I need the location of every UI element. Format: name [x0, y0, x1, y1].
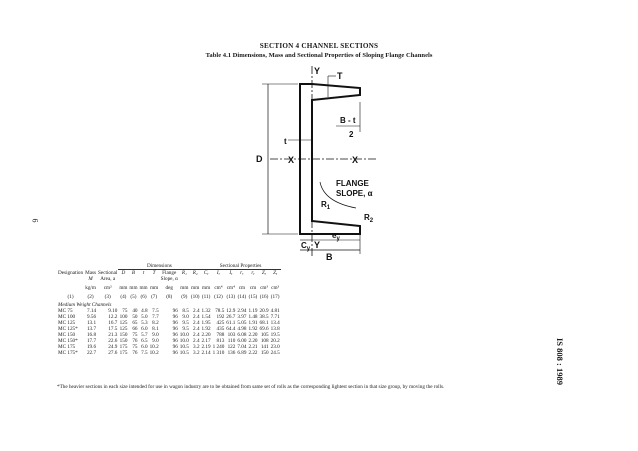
value-cell: 1.92 [201, 326, 211, 332]
value-cell: 10.0 [179, 332, 189, 338]
value-cell: 4.8 [141, 308, 148, 314]
value-cell: 13.7 [86, 326, 97, 332]
value-cell: 10.2 [149, 350, 159, 356]
unit-cell: deg [165, 285, 173, 291]
unit-cell: cm³ [260, 285, 268, 291]
slope-label: SLOPE, α [336, 189, 373, 198]
r1-label: $R_1$ [321, 200, 331, 211]
value-cell: 9.5 [182, 326, 189, 332]
hdr-area: Sectional [98, 269, 118, 276]
value-cell: 13.8 [270, 326, 280, 332]
value-cell: 1 310 [212, 350, 225, 356]
value-cell: 69.6 [259, 326, 269, 332]
value-cell: 12.9 [226, 308, 236, 314]
value-cell: 2.4 [193, 338, 200, 344]
value-cell: 75 [132, 332, 138, 338]
section-label-row [57, 300, 281, 308]
value-cell: 16.8 [86, 332, 97, 338]
value-cell: 6.89 [237, 350, 247, 356]
value-cell: 9.0 [152, 332, 159, 338]
value-cell: 21.3 [108, 332, 118, 338]
designation-cell: MC 125* [58, 326, 78, 332]
value-cell: 96 [172, 326, 178, 332]
unit-cell: kg/m [85, 285, 96, 291]
t-label: t [284, 137, 287, 146]
value-cell: 150 [119, 332, 128, 338]
value-cell: 1.19 [248, 308, 258, 314]
value-cell: 7.71 [270, 314, 280, 320]
value-cell: 5.3 [141, 320, 148, 326]
value-cell: 65 [132, 320, 138, 326]
hdr-Ix: Iₓ [216, 270, 221, 276]
value-cell: 20.2 [270, 338, 280, 344]
value-cell: 122 [227, 344, 236, 350]
column-number: (1) [67, 294, 74, 300]
value-cell: 96 [172, 332, 178, 338]
table-heading: Table 4.1 Dimensions, Mass and Sectional Properties of Sloping Flange Channels [205, 52, 433, 59]
value-cell: 1.32 [201, 308, 211, 314]
hdr-R1: R₁ [181, 270, 187, 276]
hdr-designation: Designation [58, 269, 84, 276]
hdr-t: t [142, 270, 145, 276]
column-number: (15) [248, 294, 258, 300]
value-cell: 108 [260, 338, 269, 344]
hdr-ry: rᵧ [251, 270, 255, 276]
value-cell: 96 [172, 320, 178, 326]
column-number: (11) [201, 294, 211, 300]
unit-cell: mm [180, 285, 189, 291]
table-row [57, 350, 281, 356]
standard-code: IS 808 : 1989 [555, 338, 565, 385]
designation-cell: MC 150* [58, 338, 78, 344]
hdr-B: B [131, 270, 136, 276]
value-cell: 7.14 [86, 308, 97, 314]
designation-cell: MC 75 [58, 308, 73, 314]
x-right-label: X [352, 155, 359, 165]
dimensions-group-header: Dimensions [118, 263, 200, 270]
column-number: (17) [270, 294, 280, 300]
value-cell: 3.2 [193, 344, 200, 350]
hdr-Zx: Zₓ [261, 270, 267, 276]
value-cell: 5.05 [237, 320, 247, 326]
value-cell: 8.1 [152, 326, 159, 332]
value-cell: 9.5 [182, 320, 189, 326]
value-cell: 2.4 [193, 332, 200, 338]
value-cell: 78.5 [215, 308, 225, 314]
designation-cell: MC 175* [58, 350, 78, 356]
value-cell: 13.1 [86, 320, 97, 326]
cy-label: $C_y$ [301, 241, 311, 252]
value-cell: 1.48 [248, 314, 258, 320]
properties-table [57, 263, 281, 356]
value-cell: 38.5 [259, 314, 269, 320]
value-cell: 19.5 [270, 332, 280, 338]
unit-cell: mm [150, 285, 159, 291]
value-cell: 5.0 [141, 314, 148, 320]
unit-cell [57, 282, 84, 291]
hdr-mass: Mass [85, 269, 97, 276]
value-cell: 2.4 [193, 320, 200, 326]
value-cell: 16.7 [108, 320, 118, 326]
value-cell: 66 [132, 326, 138, 332]
hdr-area-sym: Area, a [100, 276, 116, 282]
hdr-rx: rₓ [240, 270, 244, 276]
column-number: (16) [259, 294, 269, 300]
value-cell: 10.5 [179, 350, 189, 356]
value-cell: 2.20 [201, 332, 211, 338]
value-cell: 6.08 [237, 332, 247, 338]
unit-cell: cm² [103, 285, 112, 291]
column-number: (4) [120, 294, 127, 300]
unit-cell: cm³ [271, 285, 280, 291]
value-cell: 6.0 [141, 326, 148, 332]
flange-label: FLANGE [336, 179, 369, 188]
value-cell: 175 [119, 350, 128, 356]
column-number: (6) [140, 294, 147, 300]
hdr-Zy: Zᵧ [273, 270, 278, 276]
value-cell: 10.2 [149, 344, 159, 350]
hdr-Iy: Iᵧ [229, 270, 233, 276]
value-cell: 105 [260, 332, 269, 338]
value-cell: 75 [122, 308, 128, 314]
t-top-label: T [337, 71, 343, 81]
unit-cell: mm [139, 285, 148, 291]
ey-label: $e_y$ [332, 231, 340, 242]
page-number: 6 [30, 218, 40, 223]
value-cell: 175 [119, 344, 128, 350]
value-cell: 22.7 [86, 350, 97, 356]
value-cell: 22.6 [108, 338, 118, 344]
value-cell: 17.5 [108, 326, 118, 332]
value-cell: 10.5 [179, 344, 189, 350]
section-title: SECTION 4 CHANNEL SECTIONS [259, 42, 379, 50]
value-cell: 61.1 [226, 320, 236, 326]
value-cell: 9.0 [182, 314, 189, 320]
value-cell: 813 [216, 338, 225, 344]
column-number: (7) [151, 294, 158, 300]
two-label: 2 [349, 130, 354, 139]
value-cell: 9.0 [152, 338, 159, 344]
value-cell: 7.5 [141, 350, 148, 356]
designation-cell: MC 125 [58, 320, 76, 326]
value-cell: 2.21 [248, 344, 258, 350]
value-cell: 1.54 [201, 314, 211, 320]
hdr-flange-slope: Flange [162, 270, 177, 276]
hdr-T: T [152, 270, 156, 276]
value-cell: 6.5 [141, 338, 148, 344]
value-cell: 27.6 [108, 350, 118, 356]
value-cell: 96 [172, 308, 178, 314]
r2-label: $R_2$ [364, 213, 374, 224]
unit-cell: mm [202, 285, 211, 291]
value-cell: 96 [172, 314, 178, 320]
value-cell: 24.5 [270, 350, 280, 356]
value-cell: 103 [227, 332, 236, 338]
column-number: (8) [166, 294, 173, 300]
b-minus-t-label: B - t [340, 116, 356, 125]
x-left-label: X [288, 155, 295, 165]
unit-cell: cm [238, 285, 246, 291]
value-cell: 6.00 [237, 338, 247, 344]
value-cell: 8.2 [152, 320, 159, 326]
value-cell: 96 [172, 338, 178, 344]
value-cell: 1.92 [248, 326, 258, 332]
value-cell: 4.81 [270, 308, 280, 314]
value-cell: 13.4 [270, 320, 280, 326]
footnote: *The heavier sections in each size intended for use in wagon industry are to be obtained from same set of rolls as the corresponding lightest section in that size group, by moving the rolls. [57, 384, 445, 390]
b-label: B [326, 252, 333, 262]
value-cell: 141 [260, 344, 269, 350]
value-cell: 1.95 [201, 320, 211, 326]
column-number: (12) [214, 294, 223, 300]
designation-cell: MC 175 [58, 344, 76, 350]
designation-cell: MC 150 [58, 332, 76, 338]
value-cell: 435 [216, 326, 225, 332]
hdr-flange-slope2: Slope, α [160, 276, 178, 282]
d-label: D [256, 154, 263, 164]
value-cell: 2.22 [248, 350, 258, 356]
value-cell: 23.0 [270, 344, 280, 350]
value-cell: 150 [119, 338, 128, 344]
value-cell: 2.94 [237, 308, 247, 314]
column-number: (3) [104, 294, 111, 300]
properties-group-header: Sectional Properties [201, 263, 281, 270]
value-cell: 76 [132, 338, 138, 344]
value-cell: 10.0 [179, 338, 189, 344]
value-cell: 125 [119, 326, 128, 332]
value-cell: 2.20 [248, 338, 258, 344]
value-cell: 110 [227, 338, 236, 344]
channel-section-diagram [248, 62, 383, 262]
value-cell: 75 [132, 344, 138, 350]
value-cell: 100 [119, 314, 128, 320]
value-cell: 20.9 [259, 308, 269, 314]
y-bottom-label: Y [314, 240, 321, 250]
value-cell: 9.10 [108, 308, 118, 314]
value-cell: 2.4 [193, 326, 200, 332]
hdr-D: D [121, 270, 126, 276]
value-cell: 125 [119, 320, 128, 326]
value-cell: 6.0 [141, 344, 148, 350]
value-cell: 17.7 [86, 338, 97, 344]
column-number-row [57, 291, 281, 300]
value-cell: 50 [132, 314, 138, 320]
value-cell: 136 [227, 350, 236, 356]
value-cell: 40 [132, 308, 138, 314]
unit-cell: mm [191, 285, 200, 291]
column-number: (14) [237, 294, 247, 300]
column-number: (10) [190, 294, 200, 300]
value-cell: 3.97 [237, 314, 247, 320]
unit-cell: mm [129, 285, 138, 291]
hdr-Cy: Cᵧ [203, 270, 209, 276]
value-cell: 150 [260, 350, 269, 356]
value-cell: 68.1 [259, 320, 269, 326]
unit-cell: cm [249, 285, 257, 291]
column-number: (9) [181, 294, 188, 300]
value-cell: 64.4 [226, 326, 236, 332]
value-cell: 2.20 [248, 332, 258, 338]
column-number: (2) [87, 294, 94, 300]
value-cell: 2.4 [193, 308, 200, 314]
value-cell: 1.91 [248, 320, 258, 326]
unit-cell: cm⁴ [214, 285, 223, 291]
value-cell: 76 [132, 350, 138, 356]
value-cell: 2.17 [201, 338, 211, 344]
table-body [57, 308, 281, 356]
value-cell: 2.14 [201, 350, 211, 356]
value-cell: 1 240 [212, 344, 225, 350]
value-cell: 24.9 [108, 344, 118, 350]
value-cell: 19.6 [86, 344, 97, 350]
units-row [57, 282, 281, 291]
unit-cell: cm⁴ [226, 285, 235, 291]
y-top-label: Y [314, 66, 321, 76]
value-cell: 5.7 [141, 332, 148, 338]
value-cell: 788 [216, 332, 225, 338]
column-number: (5) [130, 294, 137, 300]
value-cell: 9.56 [86, 314, 97, 320]
hdr-mass-sym: M [88, 276, 93, 282]
unit-cell: mm [119, 285, 128, 291]
section-label: Medium Weight Channels [58, 302, 112, 308]
column-number: (13) [226, 294, 236, 300]
value-cell: 2.4 [193, 314, 200, 320]
value-cell: 4.98 [237, 326, 247, 332]
value-cell: 7.04 [237, 344, 247, 350]
value-cell: 12.2 [108, 314, 118, 320]
value-cell: 7.5 [152, 308, 159, 314]
designation-cell: MC 100 [58, 314, 76, 320]
value-cell: 425 [216, 320, 225, 326]
value-cell: 192 [216, 314, 225, 320]
value-cell: 2.19 [201, 344, 211, 350]
value-cell: 7.7 [152, 314, 159, 320]
value-cell: 26.7 [226, 314, 236, 320]
value-cell: 3.2 [193, 350, 200, 356]
hdr-R2: R₂ [192, 270, 198, 276]
value-cell: 96 [172, 344, 178, 350]
value-cell: 96 [172, 350, 178, 356]
value-cell: 8.5 [182, 308, 189, 314]
